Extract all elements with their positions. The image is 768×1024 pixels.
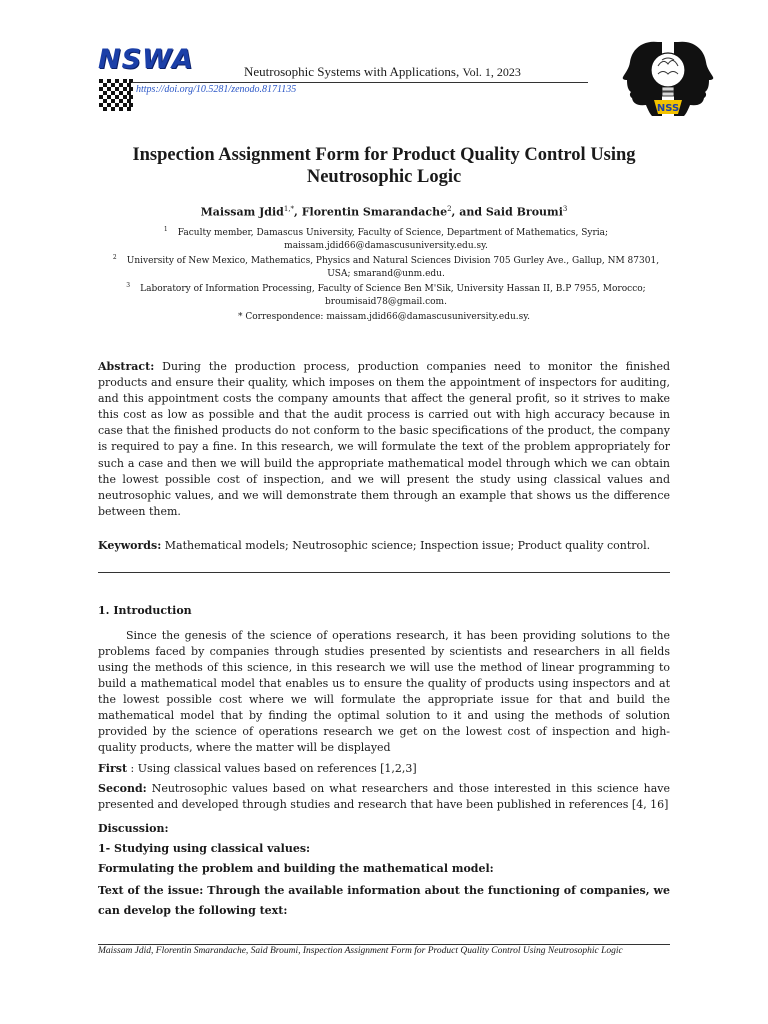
affiliation-item <box>112 224 660 252</box>
abstract-text: During the production process, production companies need to monitor the finished products and ensure their quality, which imposes on them the appointment of inspectors for auditing, and this appointment costs the company amounts that affect the general profit, so it strives to make this cost as low as possible and that the audit process is carried out with high accuracy because in case that the finished products do not conform to the basic specifications of the product, the company is required to pay a fine. In this research, we will formulate the text of the problem appropriately for such a case and then we will build the appropriate mathematical model through which we can obtain the lowest possible cost of inspection, and we will present the study using classical values and neutrosophic values, and we will demonstrate them through an example that shows us the difference between them. <box>98 360 670 518</box>
paper-title: Inspection Assignment Form for Product Quality Control Using Neutrosophic Logic <box>132 145 636 187</box>
affiliation-text: Laboratory of Information Processing, Faculty of Science Ben M'Sik, University Hassan II, B.P 7955, Morocco; broumisaid78@gmail.com. <box>140 284 646 307</box>
footer-citation: Maissam Jdid, Florentin Smarandache, Said Broumi, Inspection Assignment Form for Product Quality Control Using Neutrosophic Logic <box>98 946 623 956</box>
affiliation-list <box>112 224 660 308</box>
nss-logo-icon <box>618 36 718 120</box>
affiliation-number: 2 <box>112 254 117 261</box>
first-label: First <box>98 762 128 775</box>
first-text: : Using classical values based on references [1,2,3] <box>127 762 417 775</box>
affiliation-number: 3 <box>126 282 131 289</box>
affiliation-item <box>112 280 660 308</box>
journal-logo <box>98 44 194 114</box>
section-heading-introduction: 1. Introduction <box>98 604 192 617</box>
first-item <box>98 761 670 777</box>
keywords <box>98 538 670 554</box>
second-item <box>98 781 670 813</box>
nss-logo-text: NSS <box>656 103 680 114</box>
text-of-issue: Text of the issue: Through the available information about the functioning of companies, we can develop the following text: <box>98 884 670 917</box>
second-text: Neutrosophic values based on what researchers and those interested in this science have presented and developed through studies and research that have been published in references [4, 16] <box>98 782 670 811</box>
author-sep-1: , <box>294 205 302 219</box>
affiliation-item <box>112 252 660 280</box>
qr-code-icon <box>98 78 134 112</box>
studying-heading: 1- Studying using classical values: <box>98 842 311 855</box>
journal-volume: Vol. 1, 2023 <box>462 65 521 79</box>
footer-divider <box>98 944 670 945</box>
author-3: Said Broumi <box>485 205 563 219</box>
author-sep-2: , and <box>451 205 486 219</box>
correspondence-line: * Correspondence: maissam.jdid66@damascusuniversity.edu.sy. <box>237 312 531 322</box>
abstract-divider <box>98 572 670 573</box>
journal-name: Neutrosophic Systems with Applications, <box>244 64 460 79</box>
journal-title-line <box>244 64 521 80</box>
author-line <box>98 205 670 219</box>
author-2-sup: 2 <box>447 205 452 213</box>
author-1-sup: 1,* <box>283 205 295 213</box>
keywords-label: Keywords: <box>98 539 162 552</box>
affiliation-number: 1 <box>163 226 168 233</box>
discussion-heading: Discussion: <box>98 822 169 835</box>
header-divider <box>132 82 588 83</box>
abstract-label: Abstract: <box>98 360 155 373</box>
keywords-text: Mathematical models; Neutrosophic science; Inspection issue; Product quality control. <box>161 539 651 552</box>
author-1: Maissam Jdid <box>200 205 284 219</box>
affiliation-text: University of New Mexico, Mathematics, Physics and Natural Sciences Division 705 Gurley Ave., Gallup, NM 87301, USA; smarand@unm.edu. <box>126 256 660 279</box>
doi-link[interactable]: https://doi.org/10.5281/zenodo.8171135 <box>136 84 297 95</box>
second-label: Second: <box>98 782 147 795</box>
affiliation-text: Faculty member, Damascus University, Faculty of Science, Department of Mathematics, Syria; maissam.jdid66@damascusuniversity.edu.sy. <box>177 228 609 251</box>
journal-logo-text: NSWA <box>98 44 194 75</box>
intro-paragraph: Since the genesis of the science of operations research, it has been providing solutions to the problems faced by companies through studies presented by scientists and researchers in all fields using the methods of this science, in this research we will use the method of linear programming to build a mathematical model that enables us to ensure the quality of products using inspectors and at the lowest possible cost where we will formulate the appropriate issue for that and build the mathematical model that by finding the optimal solution to it and using the methods of solution provided by the science of operations research we get on the lowest cost of inspection and high-quality products, where the matter will be displayed <box>98 629 670 754</box>
formulating-heading: Formulating the problem and building the mathematical model: <box>98 862 494 875</box>
author-3-sup: 3 <box>562 205 568 213</box>
abstract <box>98 359 670 520</box>
author-2: Florentin Smarandache <box>301 205 448 219</box>
